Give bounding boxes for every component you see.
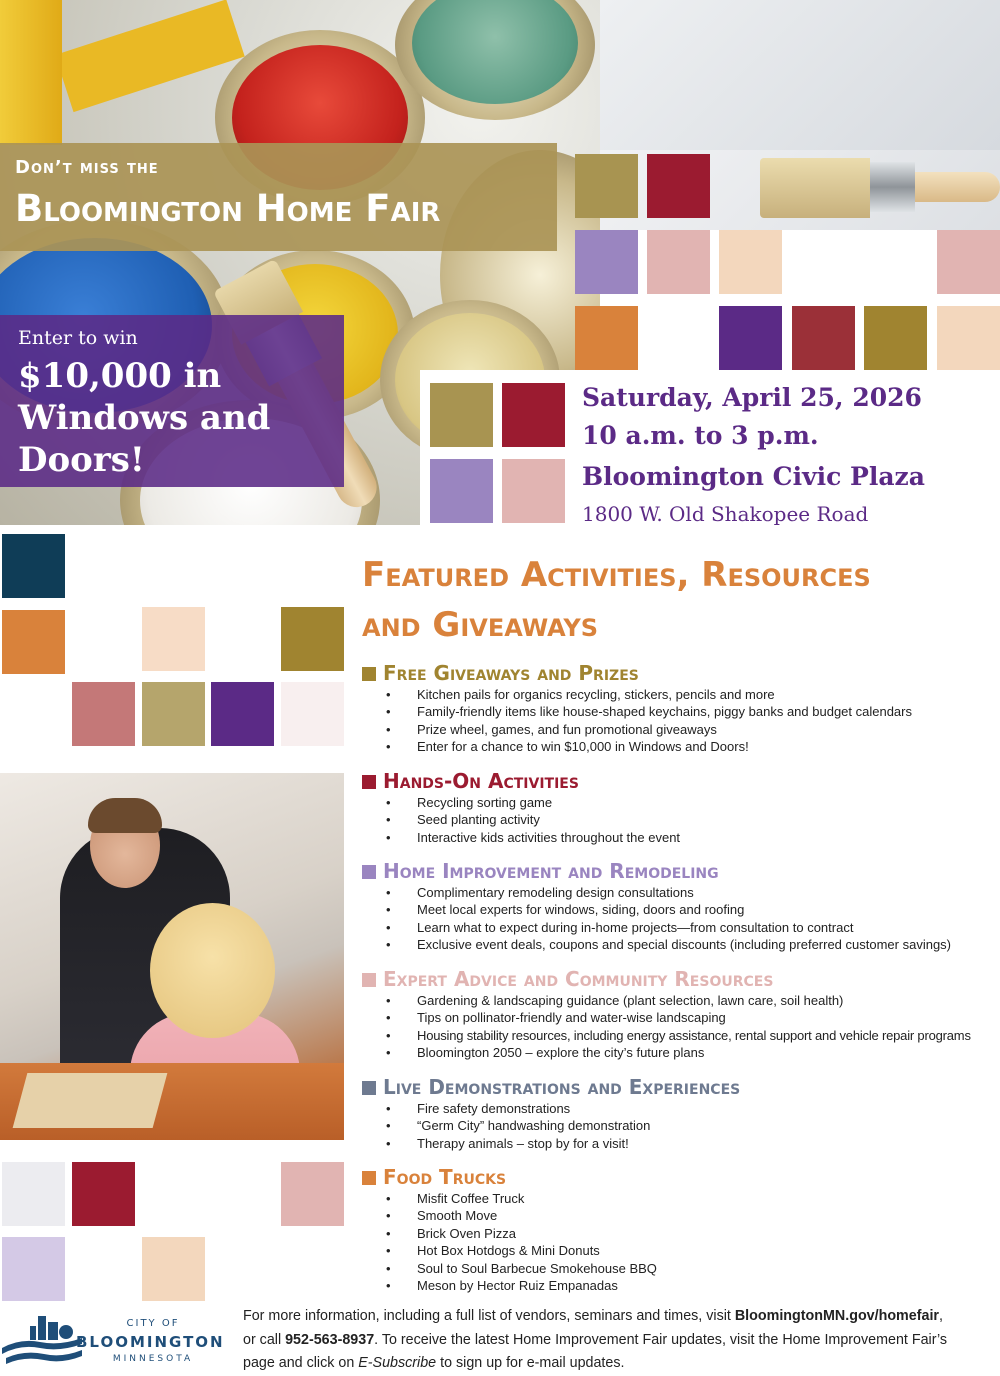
yellow-can-image [0, 0, 62, 145]
homefair-link[interactable]: BloomingtonMN.gov/homefair [734, 1308, 939, 1324]
list-item: • Meet local experts for windows, siding, doors and roofing [362, 901, 1000, 918]
footer-text: For more information, including a full list of vendors, seminars and times, visit [243, 1308, 735, 1324]
list-item: • Kitchen pails for organics recycling, stickers, pencils and more [362, 686, 1000, 703]
list-item: • Bloomington 2050 – explore the city’s future plans [362, 1044, 1000, 1061]
bloomington-skyline-icon [0, 1308, 85, 1370]
item-list [362, 1190, 1000, 1294]
list-item: • Prize wheel, games, and fun promotional giveaways [362, 721, 1000, 738]
section-marker [362, 865, 376, 879]
color-square [575, 154, 638, 218]
promo-intro: Enter to win [18, 327, 138, 349]
section-marker [362, 667, 376, 681]
list-item: • Learn what to expect during in-home projects—from consultation to contract [362, 919, 1000, 936]
section-marker [362, 1171, 376, 1185]
section-title-text: Live Demonstrations and Experiences [383, 1075, 741, 1099]
city-logo [0, 1308, 230, 1370]
event-venue: Bloomington Civic Plaza [582, 462, 925, 491]
item-list [362, 794, 1000, 846]
color-square [937, 230, 1000, 294]
color-square [575, 306, 638, 370]
section-home-improvement [362, 860, 1000, 954]
featured-heading-line-1: Featured Activities, Resources [362, 555, 871, 595]
section-marker [362, 973, 376, 987]
logo-city-of: CITY OF [126, 1318, 180, 1329]
color-square [575, 230, 638, 294]
color-square [2, 1237, 65, 1301]
list-item: • Housing stability resources, including energy assistance, rental support and vehicle repair programs [362, 1027, 1000, 1044]
footer-line-1 [243, 1305, 1000, 1329]
event-address: 1800 W. Old Shakopee Road [582, 502, 869, 526]
logo-state: MINNESOTA [112, 1354, 194, 1364]
color-square [72, 1162, 135, 1226]
section-title [362, 1076, 1000, 1098]
list-item: • Fire safety demonstrations [362, 1100, 1000, 1117]
section-title [362, 968, 1000, 990]
color-square [281, 682, 344, 746]
list-item: • Soul to Soul Barbecue Smokehouse BBQ [362, 1260, 1000, 1277]
child-hair-image [150, 903, 275, 1038]
color-square [647, 230, 710, 294]
footer-text: , [938, 1308, 943, 1324]
list-item: • Family-friendly items like house-shaped keychains, piggy banks and budget calendars [362, 703, 1000, 720]
footer-text: to sign up for e-mail updates. [436, 1355, 625, 1371]
list-item: • Hot Box Hotdogs & Mini Donuts [362, 1242, 1000, 1259]
logo-name: BLOOMINGTON [76, 1333, 225, 1351]
color-square [2, 610, 65, 674]
color-square [142, 1237, 205, 1301]
color-square [281, 1162, 344, 1226]
ruler-image [55, 0, 245, 112]
list-item: • “Germ City” handwashing demonstration [362, 1117, 1000, 1134]
list-item: • Recycling sorting game [362, 794, 1000, 811]
color-square [502, 459, 565, 523]
list-item: • Brick Oven Pizza [362, 1225, 1000, 1242]
color-square [430, 459, 493, 523]
wood-board-image [13, 1073, 168, 1128]
featured-heading [362, 550, 871, 650]
color-square [142, 682, 205, 746]
list-item: • Exclusive event deals, coupons and special discounts (including preferred customer savings) [362, 936, 1000, 953]
phone-number[interactable]: 952-563-8937 [285, 1331, 375, 1348]
footer-line-2 [243, 1329, 1000, 1353]
section-title-text: Free Giveaways and Prizes [383, 661, 639, 685]
title-banner [0, 143, 557, 251]
section-title [362, 770, 1000, 792]
footer-info [243, 1305, 1000, 1376]
color-square [937, 306, 1000, 370]
item-list [362, 686, 1000, 756]
section-title [362, 662, 1000, 684]
color-square [72, 682, 135, 746]
section-title [362, 860, 1000, 882]
featured-heading-line-2: and Giveaways [362, 605, 599, 645]
list-item: • Tips on pollinator-friendly and water-wise landscaping [362, 1009, 1000, 1026]
section-marker [362, 1081, 376, 1095]
color-square [719, 306, 782, 370]
section-expert-advice [362, 968, 1000, 1062]
list-item: • Therapy animals – stop by for a visit! [362, 1135, 1000, 1152]
item-list [362, 992, 1000, 1062]
promo-line-3: Doors! [18, 440, 145, 480]
section-title-text: Hands-On Activities [383, 769, 579, 793]
color-square [719, 230, 782, 294]
color-square [2, 1162, 65, 1226]
family-activity-photo [0, 773, 344, 1140]
promo-line-2: Windows and [18, 398, 271, 438]
section-title-text: Food Trucks [383, 1165, 507, 1189]
color-square [647, 154, 710, 218]
man-hair-image [88, 798, 162, 833]
header-kicker: Don’t miss the [15, 157, 159, 178]
item-list [362, 884, 1000, 954]
footer-text: or call [243, 1331, 286, 1348]
color-square [430, 383, 493, 447]
list-item: • Interactive kids activities throughout the event [362, 829, 1000, 846]
event-time: 10 a.m. to 3 p.m. [582, 421, 819, 450]
footer-text: page and click on [243, 1355, 359, 1371]
color-square [211, 682, 274, 746]
section-title [362, 1166, 1000, 1188]
esubscribe-link[interactable]: E-Subscribe [358, 1355, 437, 1371]
footer-line-3 [243, 1352, 1000, 1376]
section-live-demos [362, 1076, 1000, 1152]
section-hands-on [362, 770, 1000, 846]
promo-box [0, 315, 344, 487]
color-square [864, 306, 927, 370]
promo-line-1: $10,000 in [18, 356, 222, 396]
section-food-trucks [362, 1166, 1000, 1294]
color-square [142, 607, 205, 671]
list-item: • Gardening & landscaping guidance (plant selection, lawn care, soil health) [362, 992, 1000, 1009]
list-item: • Enter for a chance to win $10,000 in Windows and Doors! [362, 738, 1000, 755]
footer-text: . To receive the latest Home Improvement Fair updates, visit the Home Improvement Fair’s [374, 1331, 948, 1348]
list-item: • Seed planting activity [362, 811, 1000, 828]
list-item: • Misfit Coffee Truck [362, 1190, 1000, 1207]
event-date: Saturday, April 25, 2026 [582, 383, 922, 412]
section-giveaways [362, 662, 1000, 756]
list-item: • Complimentary remodeling design consultations [362, 884, 1000, 901]
color-square [2, 534, 65, 598]
section-title-text: Home Improvement and Remodeling [383, 859, 719, 883]
page-title: Bloomington Home Fair [15, 187, 441, 230]
list-item: • Meson by Hector Ruiz Empanadas [362, 1277, 1000, 1294]
top-brush-image [760, 150, 1000, 230]
color-square [792, 306, 855, 370]
section-title-text: Expert Advice and Community Resources [383, 967, 774, 991]
list-item: • Smooth Move [362, 1207, 1000, 1224]
item-list [362, 1100, 1000, 1152]
color-square [502, 383, 565, 447]
blueprint-image [600, 0, 1000, 150]
section-marker [362, 775, 376, 789]
color-square [281, 607, 344, 671]
